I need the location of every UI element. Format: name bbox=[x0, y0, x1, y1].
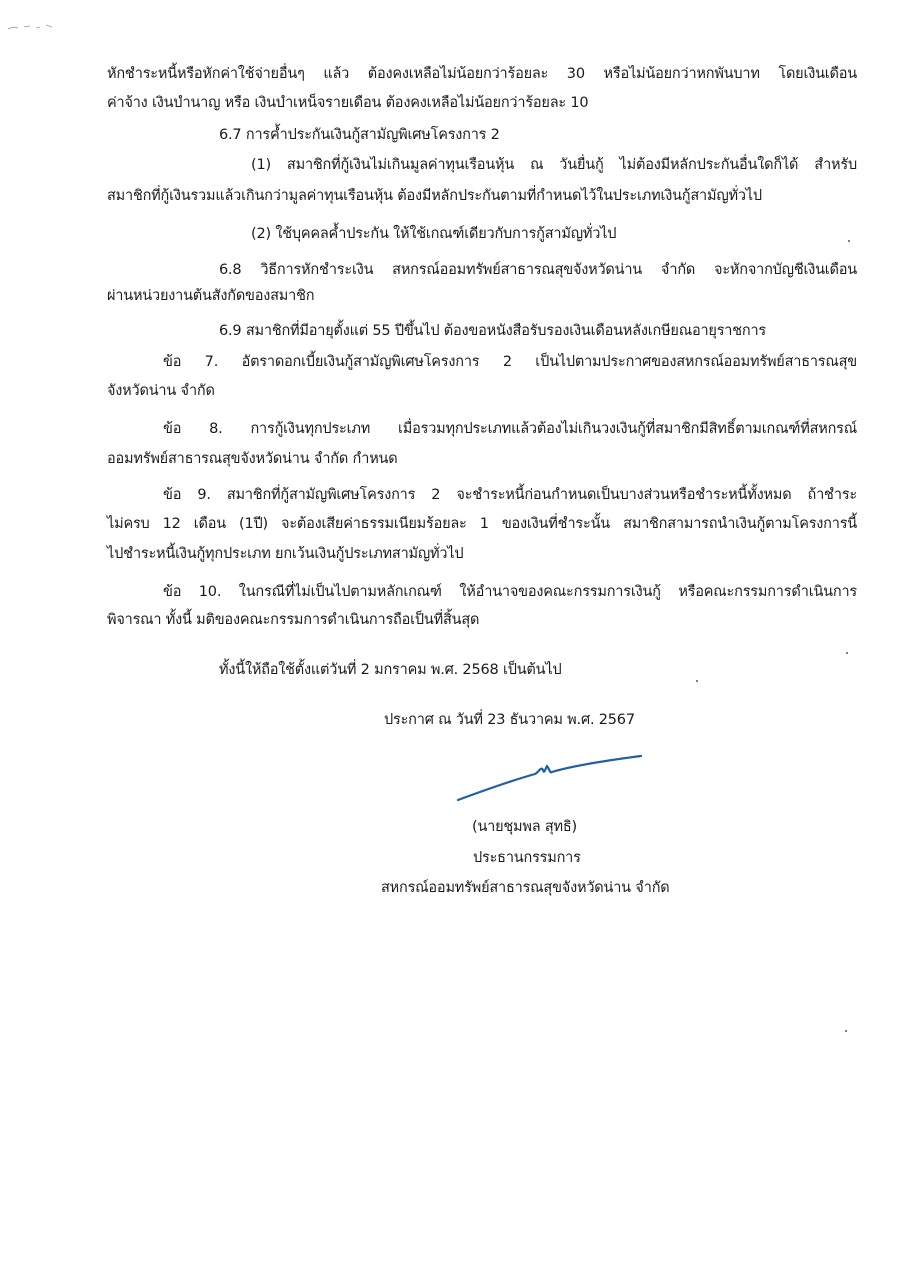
clause-9-line-1: ข้อ 9. สมาชิกที่กู้สามัญพิเศษโครงการ 2 จะชำระหนี้ก่อนกำหนดเป็นบางส่วนหรือชำระหนี้ทั้งหมด ถ้าชำระ bbox=[163, 487, 857, 503]
clause-8-line-1: ข้อ 8. การกู้เงินทุกประเภท เมื่อรวมทุกประเภทแล้วต้องไม่เกินวงเงินกู้ที่สมาชิกมีสิทธิ์ตามเกณฑ์ที่สหกรณ์ bbox=[163, 421, 857, 437]
scan-speck-icon bbox=[845, 1030, 847, 1032]
announcement-date: ประกาศ ณ วันที่ 23 ธันวาคม พ.ศ. 2567 bbox=[384, 712, 635, 728]
para-6-8-line-1: 6.8 วิธีการหักชำระเงิน สหกรณ์ออมทรัพย์สาธารณสุขจังหวัดน่าน จำกัด จะหักจากบัญชีเงินเดือน bbox=[219, 262, 857, 278]
scan-speck-icon bbox=[696, 680, 698, 682]
para-6-7-1-line-2: สมาชิกที่กู้เงินรวมแล้วเกินกว่ามูลค่าทุนเรือนหุ้น ต้องมีหลักประกันตามที่กำหนดไว้ในประเภทเงินกู้สามัญทั่วไป bbox=[107, 188, 762, 204]
clause-10-line-2: พิจารณา ทั้งนี้ มติของคณะกรรมการดำเนินการถือเป็นที่สิ้นสุด bbox=[107, 612, 480, 628]
effective-date: ทั้งนี้ให้ถือใช้ตั้งแต่วันที่ 2 มกราคม พ.ศ. 2568 เป็นต้นไป bbox=[219, 662, 562, 678]
clause-9-line-2: ไม่ครบ 12 เดือน (1ปี) จะต้องเสียค่าธรรมเนียมร้อยละ 1 ของเงินที่ชำระนั้น สมาชิกสามารถนำเงินกู้ตามโครงการนี้ bbox=[107, 516, 857, 532]
clause-9-line-3: ไปชำระหนี้เงินกู้ทุกประเภท ยกเว้นเงินกู้ประเภทสามัญทั่วไป bbox=[107, 546, 464, 562]
para-6-9: 6.9 สมาชิกที่มีอายุตั้งแต่ 55 ปีขึ้นไป ต้องขอหนังสือรับรองเงินเดือนหลังเกษียณอายุราชการ bbox=[219, 323, 767, 339]
signer-organization: สหกรณ์ออมทรัพย์สาธารณสุขจังหวัดน่าน จำกัด bbox=[381, 880, 670, 896]
para-6-7-heading: 6.7 การค้ำประกันเงินกู้สามัญพิเศษโครงการ 2 bbox=[219, 127, 500, 143]
scan-speck-icon bbox=[846, 652, 848, 654]
para-6-7-1-line-1: (1) สมาชิกที่กู้เงินไม่เกินมูลค่าทุนเรือนหุ้น ณ วันยื่นกู้ ไม่ต้องมีหลักประกันอื่นใดก็ได้ สำหรับ bbox=[251, 157, 857, 173]
signature-icon bbox=[455, 748, 645, 808]
clause-8-line-2: ออมทรัพย์สาธารณสุขจังหวัดน่าน จำกัด กำหนด bbox=[107, 451, 398, 467]
scan-speck-icon bbox=[848, 240, 850, 242]
scan-mark-icon bbox=[6, 22, 56, 32]
clause-7-line-1: ข้อ 7. อัตราดอกเบี้ยเงินกู้สามัญพิเศษโครงการ 2 เป็นไปตามประกาศของสหกรณ์ออมทรัพย์สาธารณสุข bbox=[163, 354, 857, 370]
clause-7-line-2: จังหวัดน่าน จำกัด bbox=[107, 383, 215, 399]
signer-name: (นายชุมพล สุทธิ) bbox=[472, 819, 577, 835]
clause-10-line-1: ข้อ 10. ในกรณีที่ไม่เป็นไปตามหลักเกณฑ์ ให้อำนาจของคณะกรรมการเงินกู้ หรือคณะกรรมการดำเนินการ bbox=[163, 584, 857, 600]
para-6-6-line-2: ค่าจ้าง เงินบำนาญ หรือ เงินบำเหน็จรายเดือน ต้องคงเหลือไม่น้อยกว่าร้อยละ 10 bbox=[107, 95, 589, 111]
signer-position: ประธานกรรมการ bbox=[473, 850, 581, 866]
para-6-6-line-1: หักชำระหนี้หรือหักค่าใช้จ่ายอื่นๆ แล้ว ต้องคงเหลือไม่น้อยกว่าร้อยละ 30 หรือไม่น้อยกว่าหกพันบาท โดยเงินเดือน bbox=[107, 66, 857, 82]
para-6-7-2: (2) ใช้บุคคลค้ำประกัน ให้ใช้เกณฑ์เดียวกับการกู้สามัญทั่วไป bbox=[251, 226, 617, 242]
para-6-8-line-2: ผ่านหน่วยงานต้นสังกัดของสมาชิก bbox=[107, 288, 315, 304]
